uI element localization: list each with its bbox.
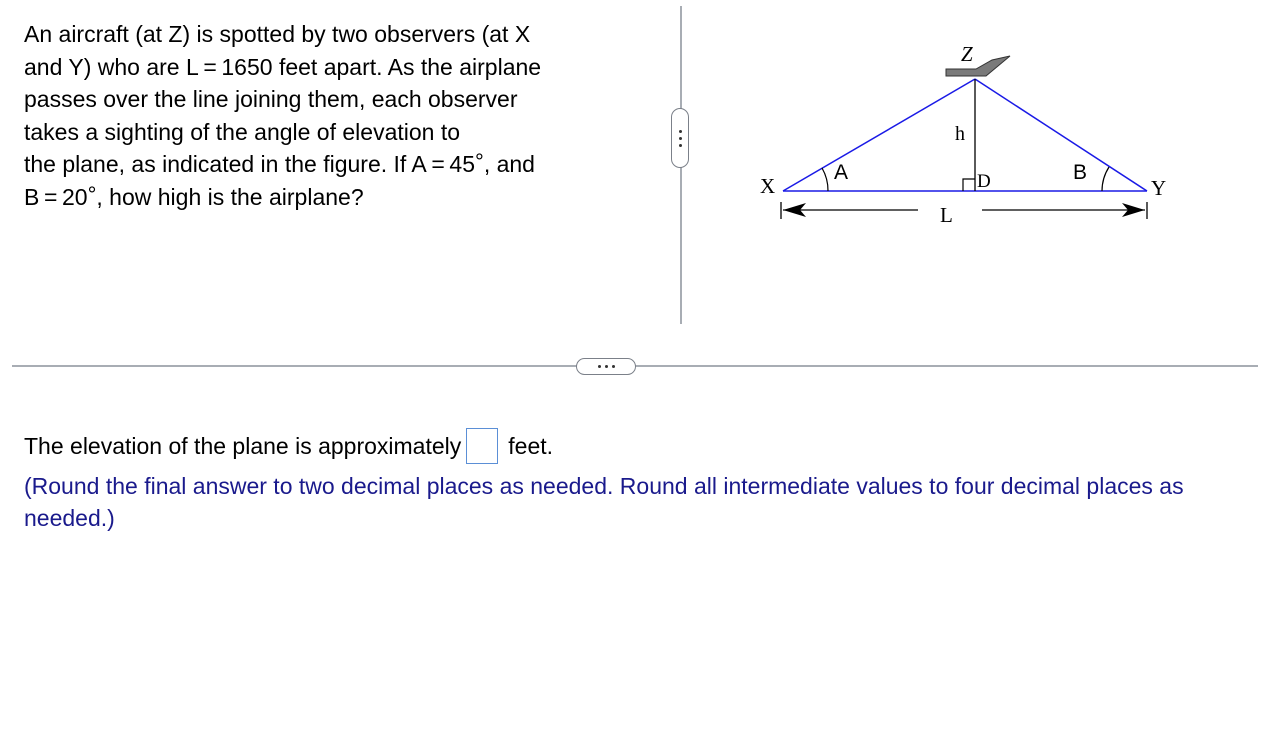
label-d: D <box>977 171 991 192</box>
degree-symbol: ° <box>87 181 97 207</box>
label-b: B <box>1073 161 1088 184</box>
question-line-6 <box>24 181 664 214</box>
label-y: Y <box>1151 176 1167 200</box>
handle-dot <box>679 137 682 140</box>
handle-dot <box>679 144 682 147</box>
answer-suffix: feet. <box>508 433 554 459</box>
line-xz <box>783 79 975 191</box>
label-h: h <box>955 123 965 145</box>
question-line-4: takes a sighting of the angle of elevation to <box>24 118 461 145</box>
line-zy <box>975 79 1147 191</box>
airplane-icon <box>946 56 1010 76</box>
answer-line <box>24 428 553 464</box>
label-a: A <box>834 161 849 184</box>
question-line-6-end: , how high is the airplane? <box>96 183 364 210</box>
horizontal-resize-handle[interactable] <box>576 358 636 375</box>
angle-a-arc <box>822 168 828 191</box>
question-line-2: and Y) who are L = 1650 feet apart. As the airplane <box>24 53 542 80</box>
degree-symbol: ° <box>475 149 484 174</box>
label-x: X <box>760 174 776 198</box>
handle-dot <box>605 365 608 368</box>
question-line-1: An aircraft (at Z) is spotted by two observers (at X <box>24 21 531 47</box>
triangle-figure <box>740 30 1180 230</box>
label-l: L <box>940 203 953 227</box>
right-angle-marker <box>963 179 975 191</box>
angle-b-arc <box>1102 167 1109 191</box>
answer-input[interactable] <box>466 428 498 464</box>
answer-prefix: The elevation of the plane is approximately <box>24 433 462 459</box>
rounding-hint: (Round the final answer to two decimal places as needed. Round all intermediate values to four decimal places as needed.) <box>24 473 1184 531</box>
angle-b-text: B = 20 <box>24 183 88 210</box>
angle-a-text: the plane, as indicated in the figure. If A = 45 <box>24 151 475 177</box>
handle-dot <box>598 365 601 368</box>
question-text <box>24 18 664 213</box>
vertical-resize-handle[interactable] <box>671 108 689 168</box>
label-z: Z <box>961 42 973 66</box>
handle-dot <box>612 365 615 368</box>
question-line-5 <box>24 148 664 181</box>
handle-dot <box>679 130 682 133</box>
question-line-3: passes over the line joining them, each observer <box>24 86 518 112</box>
question-line-5-end: , and <box>483 151 535 177</box>
